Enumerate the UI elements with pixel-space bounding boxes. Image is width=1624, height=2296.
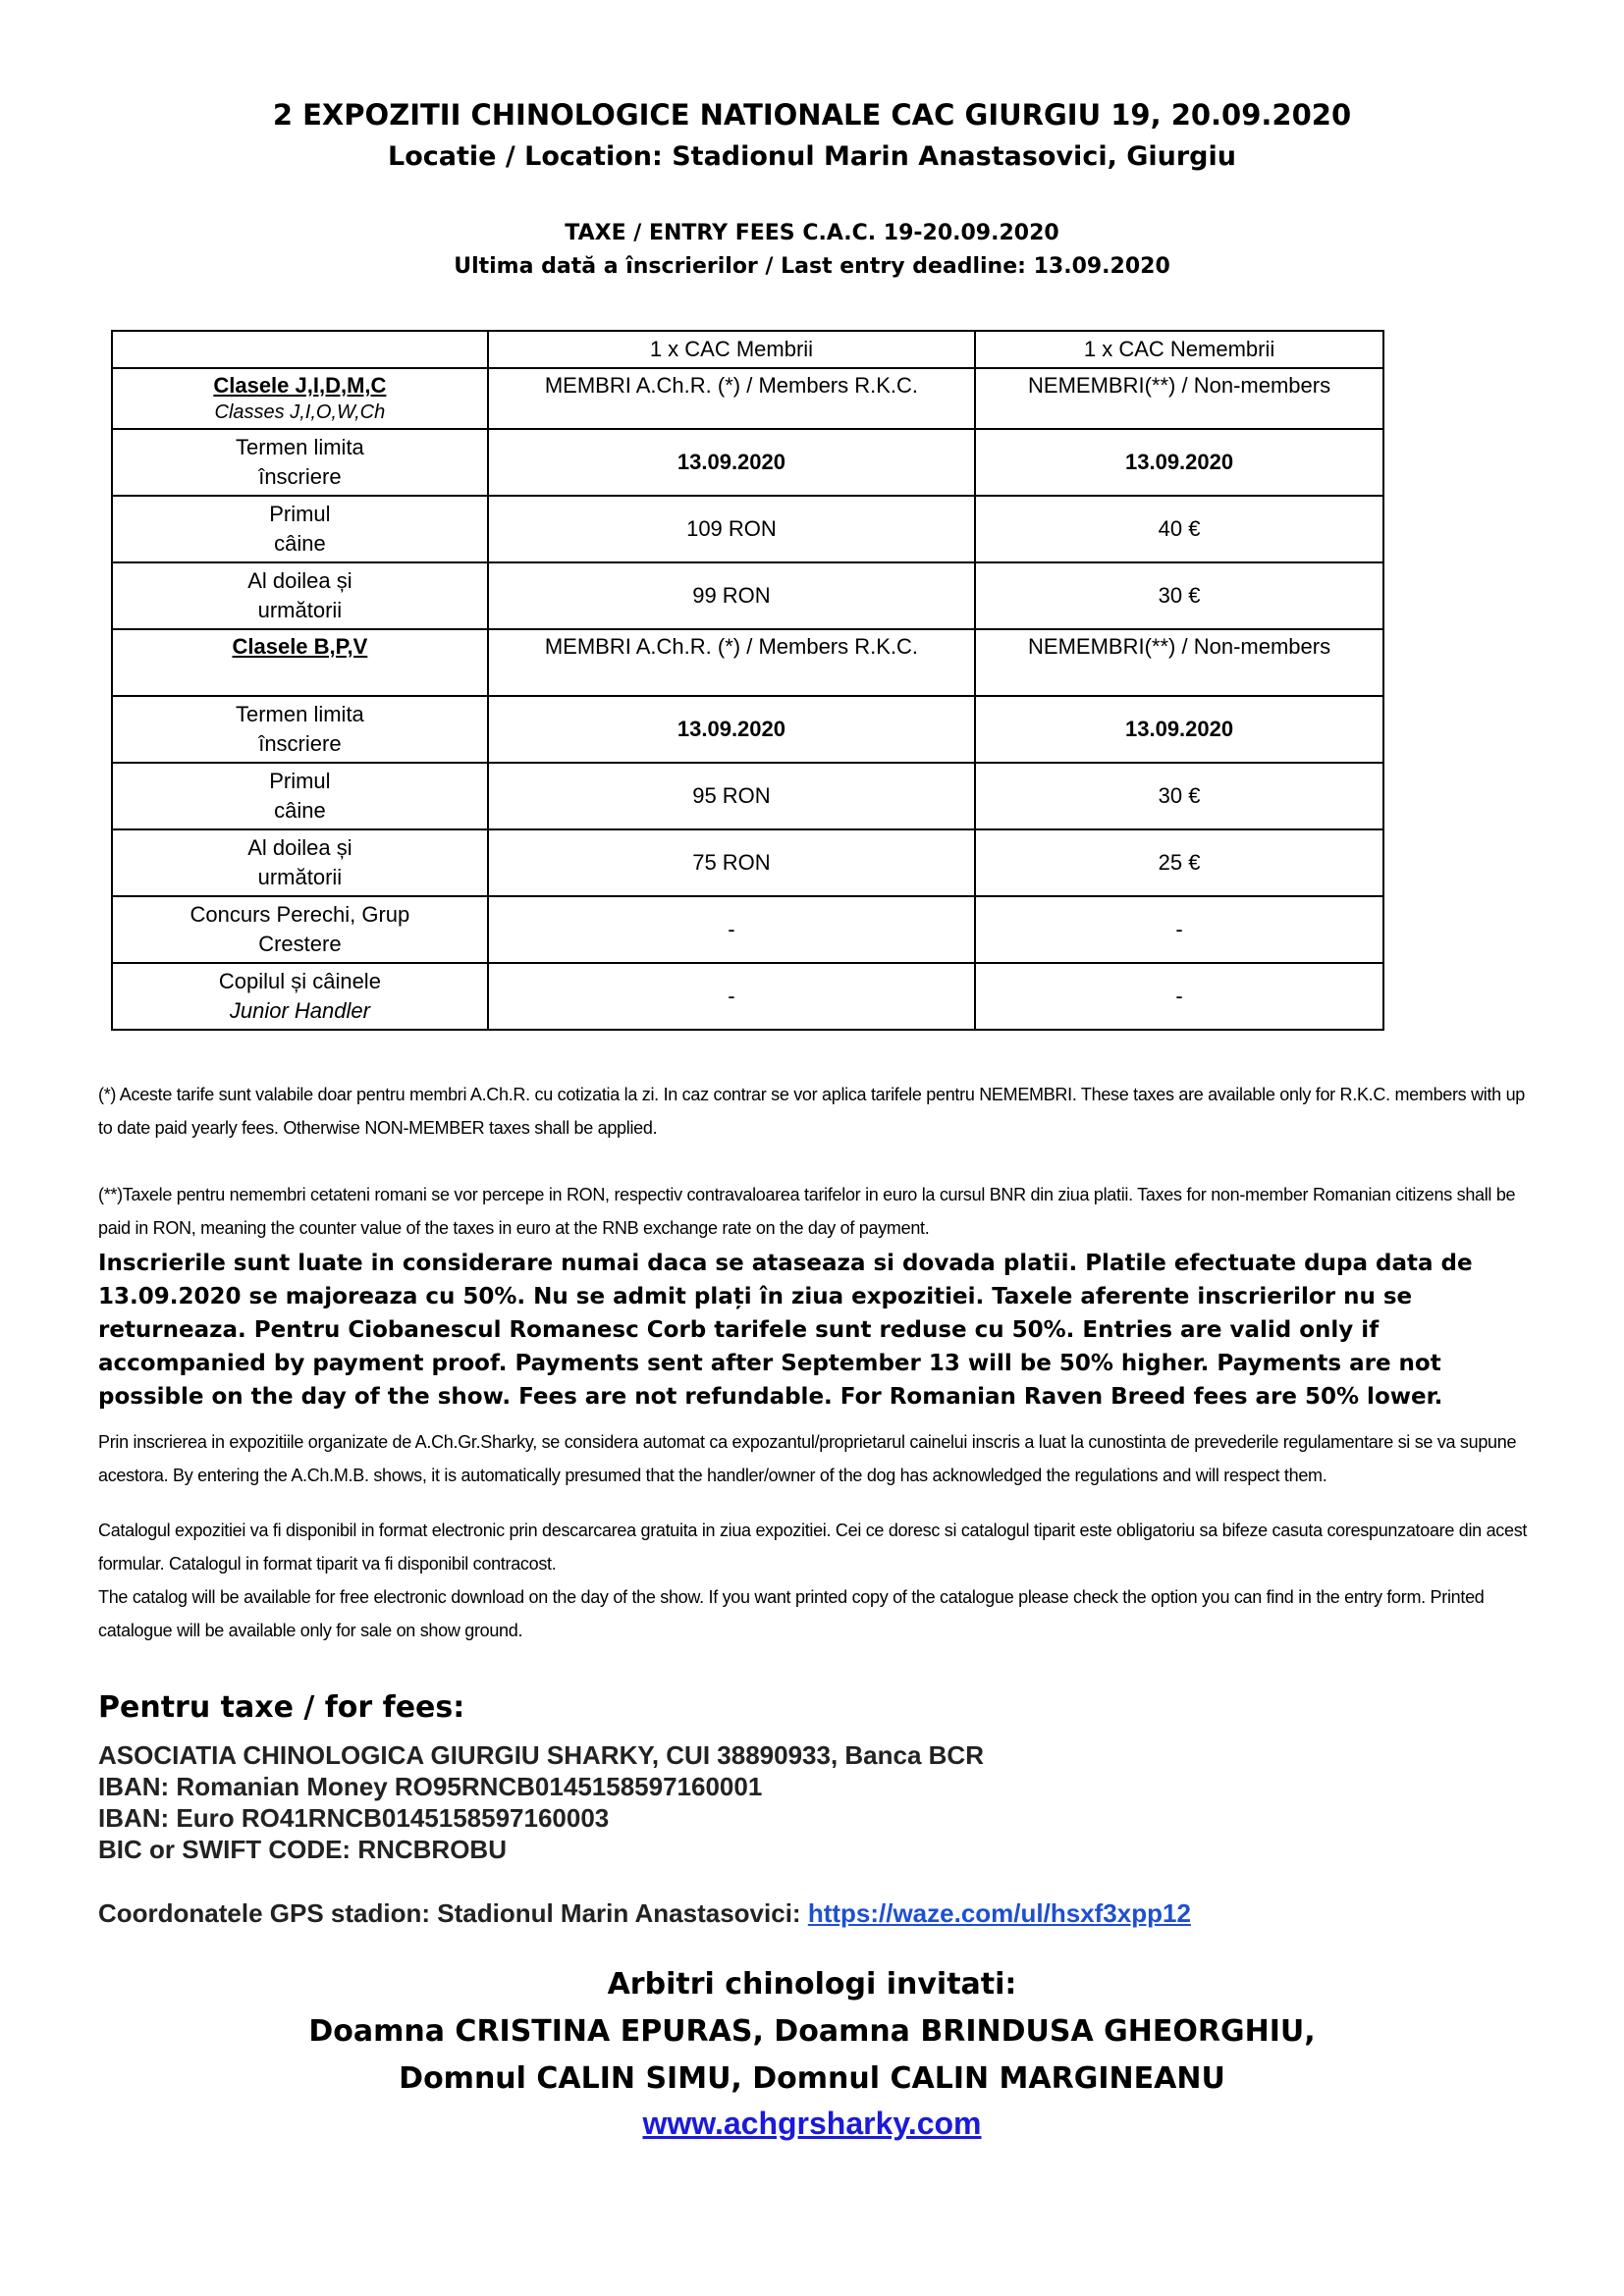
row-label: Junior Handler <box>229 998 370 1023</box>
row-label: Al doilea și <box>247 568 352 593</box>
bank-details <box>98 1739 984 1865</box>
row-label: următorii <box>257 865 343 889</box>
note-payment-terms: Inscrierile sunt luate in considerare numai daca se ataseaza si dovada platii. Platile efectuate dupa data de 13.09.2020 se majoreaza cu 50%. Nu se admit plați în ziua expozitiei. Taxele aferente inscrierilor nu se returneaza. Pentru Ciobanescul Romanesc Corb tarifele sunt reduse cu 50%. Entries are valid only if accompanied by payment proof. Payments sent after September 13 will be 50% higher. Payments are not possible on the day of the show. Fees are not refundable. For Romanian Raven Breed fees are 50% lower. <box>98 1251 1473 1410</box>
fees-table <box>111 330 1384 1031</box>
row-nonmembers-value: 25 € <box>975 829 1383 896</box>
judges-block <box>0 1961 1624 2103</box>
group1-nonmembers-label: NEMEMBRI(**) / Non-members <box>975 368 1383 429</box>
row-nonmembers-value: 30 € <box>975 763 1383 829</box>
row-members-value: 13.09.2020 <box>488 696 975 763</box>
judges-line: Domnul CALIN SIMU, Domnul CALIN MARGINEANU <box>399 2061 1225 2096</box>
table-header-row <box>112 331 1383 368</box>
table-row <box>112 896 1383 963</box>
website <box>0 2106 1624 2142</box>
gps-line <box>98 1898 1191 1929</box>
row-label: Al doilea și <box>247 835 352 860</box>
row-nonmembers-value: 13.09.2020 <box>975 696 1383 763</box>
row-label: câine <box>274 798 326 823</box>
row-label-cell <box>112 496 488 562</box>
row-label-cell <box>112 896 488 963</box>
judges-heading: Arbitri chinologi invitati: <box>607 1967 1017 2002</box>
note-catalog-ro: Catalogul expozitiei va fi disponibil in format electronic prin descarcarea gratuita in ziua expozitiei. Cei ce doresc si catalogul tiparit este obligatoriu sa bifeze casuta corespunzatoare din acest formular. Catalogul in format tiparit va fi disponibil contracost. <box>98 1521 1528 1574</box>
note-nonmembers: (**)Taxele pentru nemembri cetateni romani se vor percepe in RON, respectiv contravaloarea tarifelor in euro la cursul BNR din ziua platii. Taxes for non-member Romanian citizens shall be paid in RON, meaning the counter value of the taxes in euro at the RNB exchange rate on the day of payment. <box>98 1185 1516 1238</box>
row-label-cell <box>112 429 488 496</box>
page-title: 2 EXPOZITII CHINOLOGICE NATIONALE CAC GIURGIU 19, 20.09.2020 <box>272 98 1352 132</box>
row-nonmembers-value: 40 € <box>975 496 1383 562</box>
row-label: Crestere <box>258 932 342 956</box>
table-row <box>112 763 1383 829</box>
row-nonmembers-value: - <box>975 963 1383 1030</box>
group1-class-sub: Classes J,I,O,W,Ch <box>214 401 386 423</box>
header-nonmembers: 1 x CAC Nemembrii <box>975 331 1383 368</box>
row-nonmembers-value: 13.09.2020 <box>975 429 1383 496</box>
gps-label: Coordonatele GPS stadion: Stadionul Marin Anastasovici: <box>98 1898 801 1928</box>
row-label: Concurs Perechi, Grup <box>189 902 410 927</box>
table-row <box>112 429 1383 496</box>
group1-class-cell <box>112 368 488 429</box>
group2-header-row <box>112 629 1383 696</box>
row-nonmembers-value: 30 € <box>975 562 1383 629</box>
group1-header-row <box>112 368 1383 429</box>
row-members-value: 75 RON <box>488 829 975 896</box>
row-label-cell <box>112 829 488 896</box>
note-members: (*) Aceste tarife sunt valabile doar pentru membri A.Ch.R. cu cotizatia la zi. In caz contrar se vor aplica tarifele pentru NEMEMBRI. These taxes are available only for R.K.C. members with up to date paid yearly fees. Otherwise NON-MEMBER taxes shall be applied. <box>98 1085 1526 1138</box>
row-label: Primul <box>269 502 331 526</box>
group1-members-label: MEMBRI A.Ch.R. (*) / Members R.K.C. <box>488 368 975 429</box>
row-nonmembers-value: - <box>975 896 1383 963</box>
table-row <box>112 963 1383 1030</box>
table-row <box>112 562 1383 629</box>
bank-line: IBAN: Romanian Money RO95RNCB0145158597160001 <box>98 1772 763 1801</box>
location-line: Locatie / Location: Stadionul Marin Anastasovici, Giurgiu <box>388 141 1236 172</box>
note-regulations: Prin inscrierea in expozitiile organizate de A.Ch.Gr.Sharky, se considera automat ca expozantul/proprietarul cainelui inscris a luat la cunostinta de prevederile regulamentare si se va supune acestora. By entering the A.Ch.M.B. shows, it is automatically presumed that the handler/owner of the dog has acknowledged the regulations and will respect them. <box>98 1432 1517 1485</box>
bank-line: ASOCIATIA CHINOLOGICA GIURGIU SHARKY, CUI 38890933, Banca BCR <box>98 1740 984 1770</box>
row-label: Primul <box>269 769 331 793</box>
group1-class-label: Clasele J,I,D,M,C <box>213 373 387 398</box>
header-members: 1 x CAC Membrii <box>488 331 975 368</box>
row-label: câine <box>274 531 326 556</box>
row-label: Copilul și câinele <box>218 969 381 993</box>
row-label-cell <box>112 696 488 763</box>
row-label: Termen limita <box>235 435 364 459</box>
group2-class-cell <box>112 629 488 696</box>
table-row <box>112 496 1383 562</box>
row-members-value: 99 RON <box>488 562 975 629</box>
gps-link[interactable]: https://waze.com/ul/hsxf3xpp12 <box>807 1898 1191 1928</box>
header-empty-cell <box>112 331 488 368</box>
row-members-value: 109 RON <box>488 496 975 562</box>
note-catalog-en: The catalog will be available for free electronic download on the day of the show. If you want printed copy of the catalogue please check the option you can find in the entry form. Printed catalogue will be available only for sale on show ground. <box>98 1587 1485 1640</box>
fees-title: TAXE / ENTRY FEES C.A.C. 19-20.09.2020 <box>565 221 1059 245</box>
row-label: înscriere <box>258 464 342 489</box>
group2-nonmembers-label: NEMEMBRI(**) / Non-members <box>975 629 1383 696</box>
judges-line: Doamna CRISTINA EPURAS, Doamna BRINDUSA GHEORGHIU, <box>308 2014 1316 2049</box>
group2-members-label: MEMBRI A.Ch.R. (*) / Members R.K.C. <box>488 629 975 696</box>
row-members-value: - <box>488 963 975 1030</box>
row-members-value: - <box>488 896 975 963</box>
row-label: Termen limita <box>235 702 364 726</box>
row-members-value: 95 RON <box>488 763 975 829</box>
row-label-cell <box>112 963 488 1030</box>
deadline-line: Ultima dată a înscrierilor / Last entry deadline: 13.09.2020 <box>454 254 1170 279</box>
row-label-cell <box>112 763 488 829</box>
website-link[interactable]: www.achgrsharky.com <box>642 2106 982 2141</box>
row-label: următorii <box>257 598 343 622</box>
payment-heading: Pentru taxe / for fees: <box>98 1690 465 1725</box>
row-members-value: 13.09.2020 <box>488 429 975 496</box>
table-row <box>112 829 1383 896</box>
row-label: înscriere <box>258 731 342 756</box>
bank-line: IBAN: Euro RO41RNCB0145158597160003 <box>98 1803 610 1833</box>
group2-class-label: Clasele B,P,V <box>232 634 368 659</box>
bank-line: BIC or SWIFT CODE: RNCBROBU <box>98 1835 507 1864</box>
row-label-cell <box>112 562 488 629</box>
table-row <box>112 696 1383 763</box>
